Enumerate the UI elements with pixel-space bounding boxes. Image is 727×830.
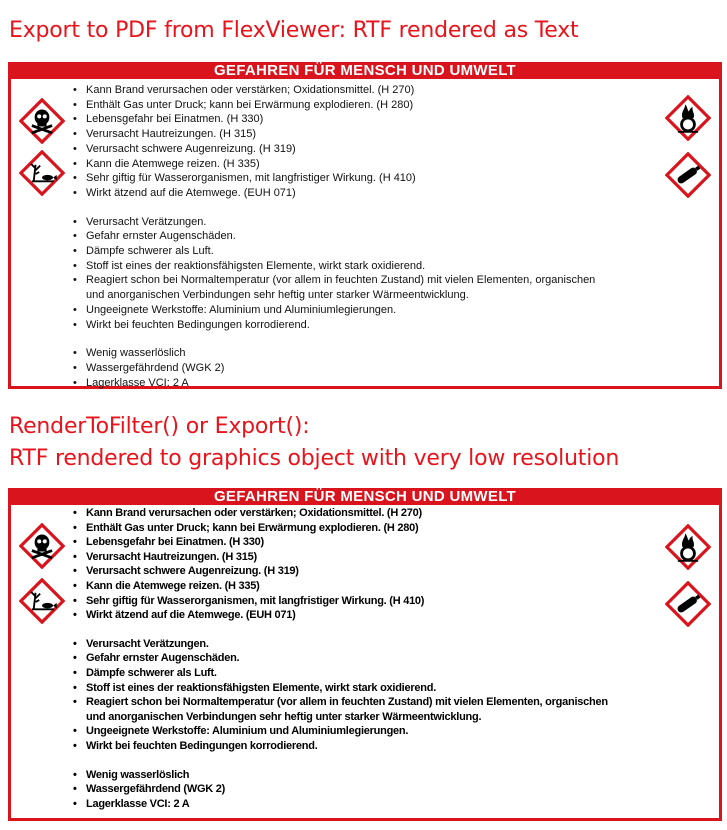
list-item: • Kann Brand verursachen oder verstärken; Oxidationsmittel. (H 270) — [73, 506, 659, 521]
list-item: • Kann Brand verursachen oder verstärken; Oxidationsmittel. (H 270) — [73, 83, 659, 98]
list-item: • Gefahr ernster Augenschäden. — [73, 229, 659, 244]
list-item-continuation: und anorganischen Verbindungen sehr heftig unter starker Wärmeentwicklung. — [86, 289, 469, 302]
gas-cylinder-icon — [665, 152, 711, 198]
list-item: • Dämpfe schwerer als Luft. — [73, 666, 659, 681]
list-item: • Reagiert schon bei Normaltemperatur (vor allem in feuchten Zustand) mit vielen Elementen, organischen — [73, 695, 659, 710]
list-item: • Lagerklasse VCI: 2 A — [73, 797, 659, 812]
list-item: • Kann die Atemwege reizen. (H 335) — [73, 157, 659, 172]
hazard-statements-list — [73, 506, 659, 623]
caption-render-filter-line2: RTF rendered to graphics object with very low resolution — [9, 446, 620, 471]
list-item: • Lebensgefahr bei Einatmen. (H 330) — [73, 112, 659, 127]
list-item: • Wenig wasserlöslich — [73, 768, 659, 783]
skull-crossbones-icon — [19, 98, 65, 144]
panel-title: GEFAHREN FÜR MENSCH UND UMWELT — [11, 488, 719, 505]
hazard-statements-list — [73, 83, 659, 201]
list-item: • Wassergefährdend (WGK 2) — [73, 782, 659, 797]
list-item: • Verursacht schwere Augenreizung. (H 319) — [73, 142, 659, 157]
list-item: • Verursacht Verätzungen. — [73, 637, 659, 652]
environment-hazard-icon — [19, 150, 65, 196]
list-item: • Sehr giftig für Wasserorganismen, mit langfristiger Wirkung. (H 410) — [73, 594, 659, 609]
list-item: • Enthält Gas unter Druck; kann bei Erwärmung explodieren. (H 280) — [73, 98, 659, 113]
caption-pdf-export: Export to PDF from FlexViewer: RTF rendered as Text — [9, 18, 579, 43]
list-item: • Stoff ist eines der reaktionsfähigsten Elemente, wirkt stark oxidierend. — [73, 681, 659, 696]
environment-info-list — [73, 346, 659, 390]
hazard-text — [73, 83, 659, 404]
flame-over-circle-icon — [665, 95, 711, 141]
panel-title: GEFAHREN FÜR MENSCH UND UMWELT — [11, 62, 719, 79]
list-item: • Wassergefährdend (WGK 2) — [73, 361, 659, 376]
list-item: • Wirkt ätzend auf die Atemwege. (EUH 071) — [73, 608, 659, 623]
list-item: • Wirkt bei feuchten Bedingungen korrodierend. — [73, 318, 659, 333]
list-item: • Verursacht Verätzungen. — [73, 215, 659, 230]
list-item: • Stoff ist eines der reaktionsfähigsten Elemente, wirkt stark oxidierend. — [73, 259, 659, 274]
list-item: • Gefahr ernster Augenschäden. — [73, 651, 659, 666]
list-item: • Enthält Gas unter Druck; kann bei Erwärmung explodieren. (H 280) — [73, 521, 659, 536]
list-item: • Ungeeignete Werkstoffe: Aluminium und Aluminiumlegierungen. — [73, 303, 659, 318]
list-item: • Lagerklasse VCI: 2 A — [73, 376, 659, 391]
additional-hazards-list — [73, 215, 659, 333]
hazard-panel-pdf — [8, 62, 722, 389]
list-item: • Verursacht schwere Augenreizung. (H 319) — [73, 564, 659, 579]
list-item: • Reagiert schon bei Normaltemperatur (vor allem in feuchten Zustand) mit vielen Elementen, organischen — [73, 273, 659, 288]
list-item: • Ungeeignete Werkstoffe: Aluminium und Aluminiumlegierungen. — [73, 724, 659, 739]
additional-hazards-list — [73, 637, 659, 754]
list-item-continuation: und anorganischen Verbindungen sehr heftig unter starker Wärmeentwicklung. — [86, 710, 482, 723]
list-item: • Wenig wasserlöslich — [73, 346, 659, 361]
list-item: • Kann die Atemwege reizen. (H 335) — [73, 579, 659, 594]
environment-hazard-icon — [19, 578, 65, 624]
hazard-text — [73, 506, 659, 825]
list-item: • Dämpfe schwerer als Luft. — [73, 244, 659, 259]
skull-crossbones-icon — [19, 523, 65, 569]
list-item: • Wirkt ätzend auf die Atemwege. (EUH 071) — [73, 186, 659, 201]
gas-cylinder-icon — [665, 581, 711, 627]
environment-info-list — [73, 768, 659, 812]
flame-over-circle-icon — [665, 524, 711, 570]
hazard-panel-graphics — [8, 488, 722, 821]
list-item: • Verursacht Hautreizungen. (H 315) — [73, 127, 659, 142]
list-item: • Lebensgefahr bei Einatmen. (H 330) — [73, 535, 659, 550]
list-item: • Wirkt bei feuchten Bedingungen korrodierend. — [73, 739, 659, 754]
caption-render-filter-line1: RenderToFilter() or Export(): — [9, 414, 310, 439]
list-item: • Sehr giftig für Wasserorganismen, mit langfristiger Wirkung. (H 410) — [73, 171, 659, 186]
list-item: • Verursacht Hautreizungen. (H 315) — [73, 550, 659, 565]
